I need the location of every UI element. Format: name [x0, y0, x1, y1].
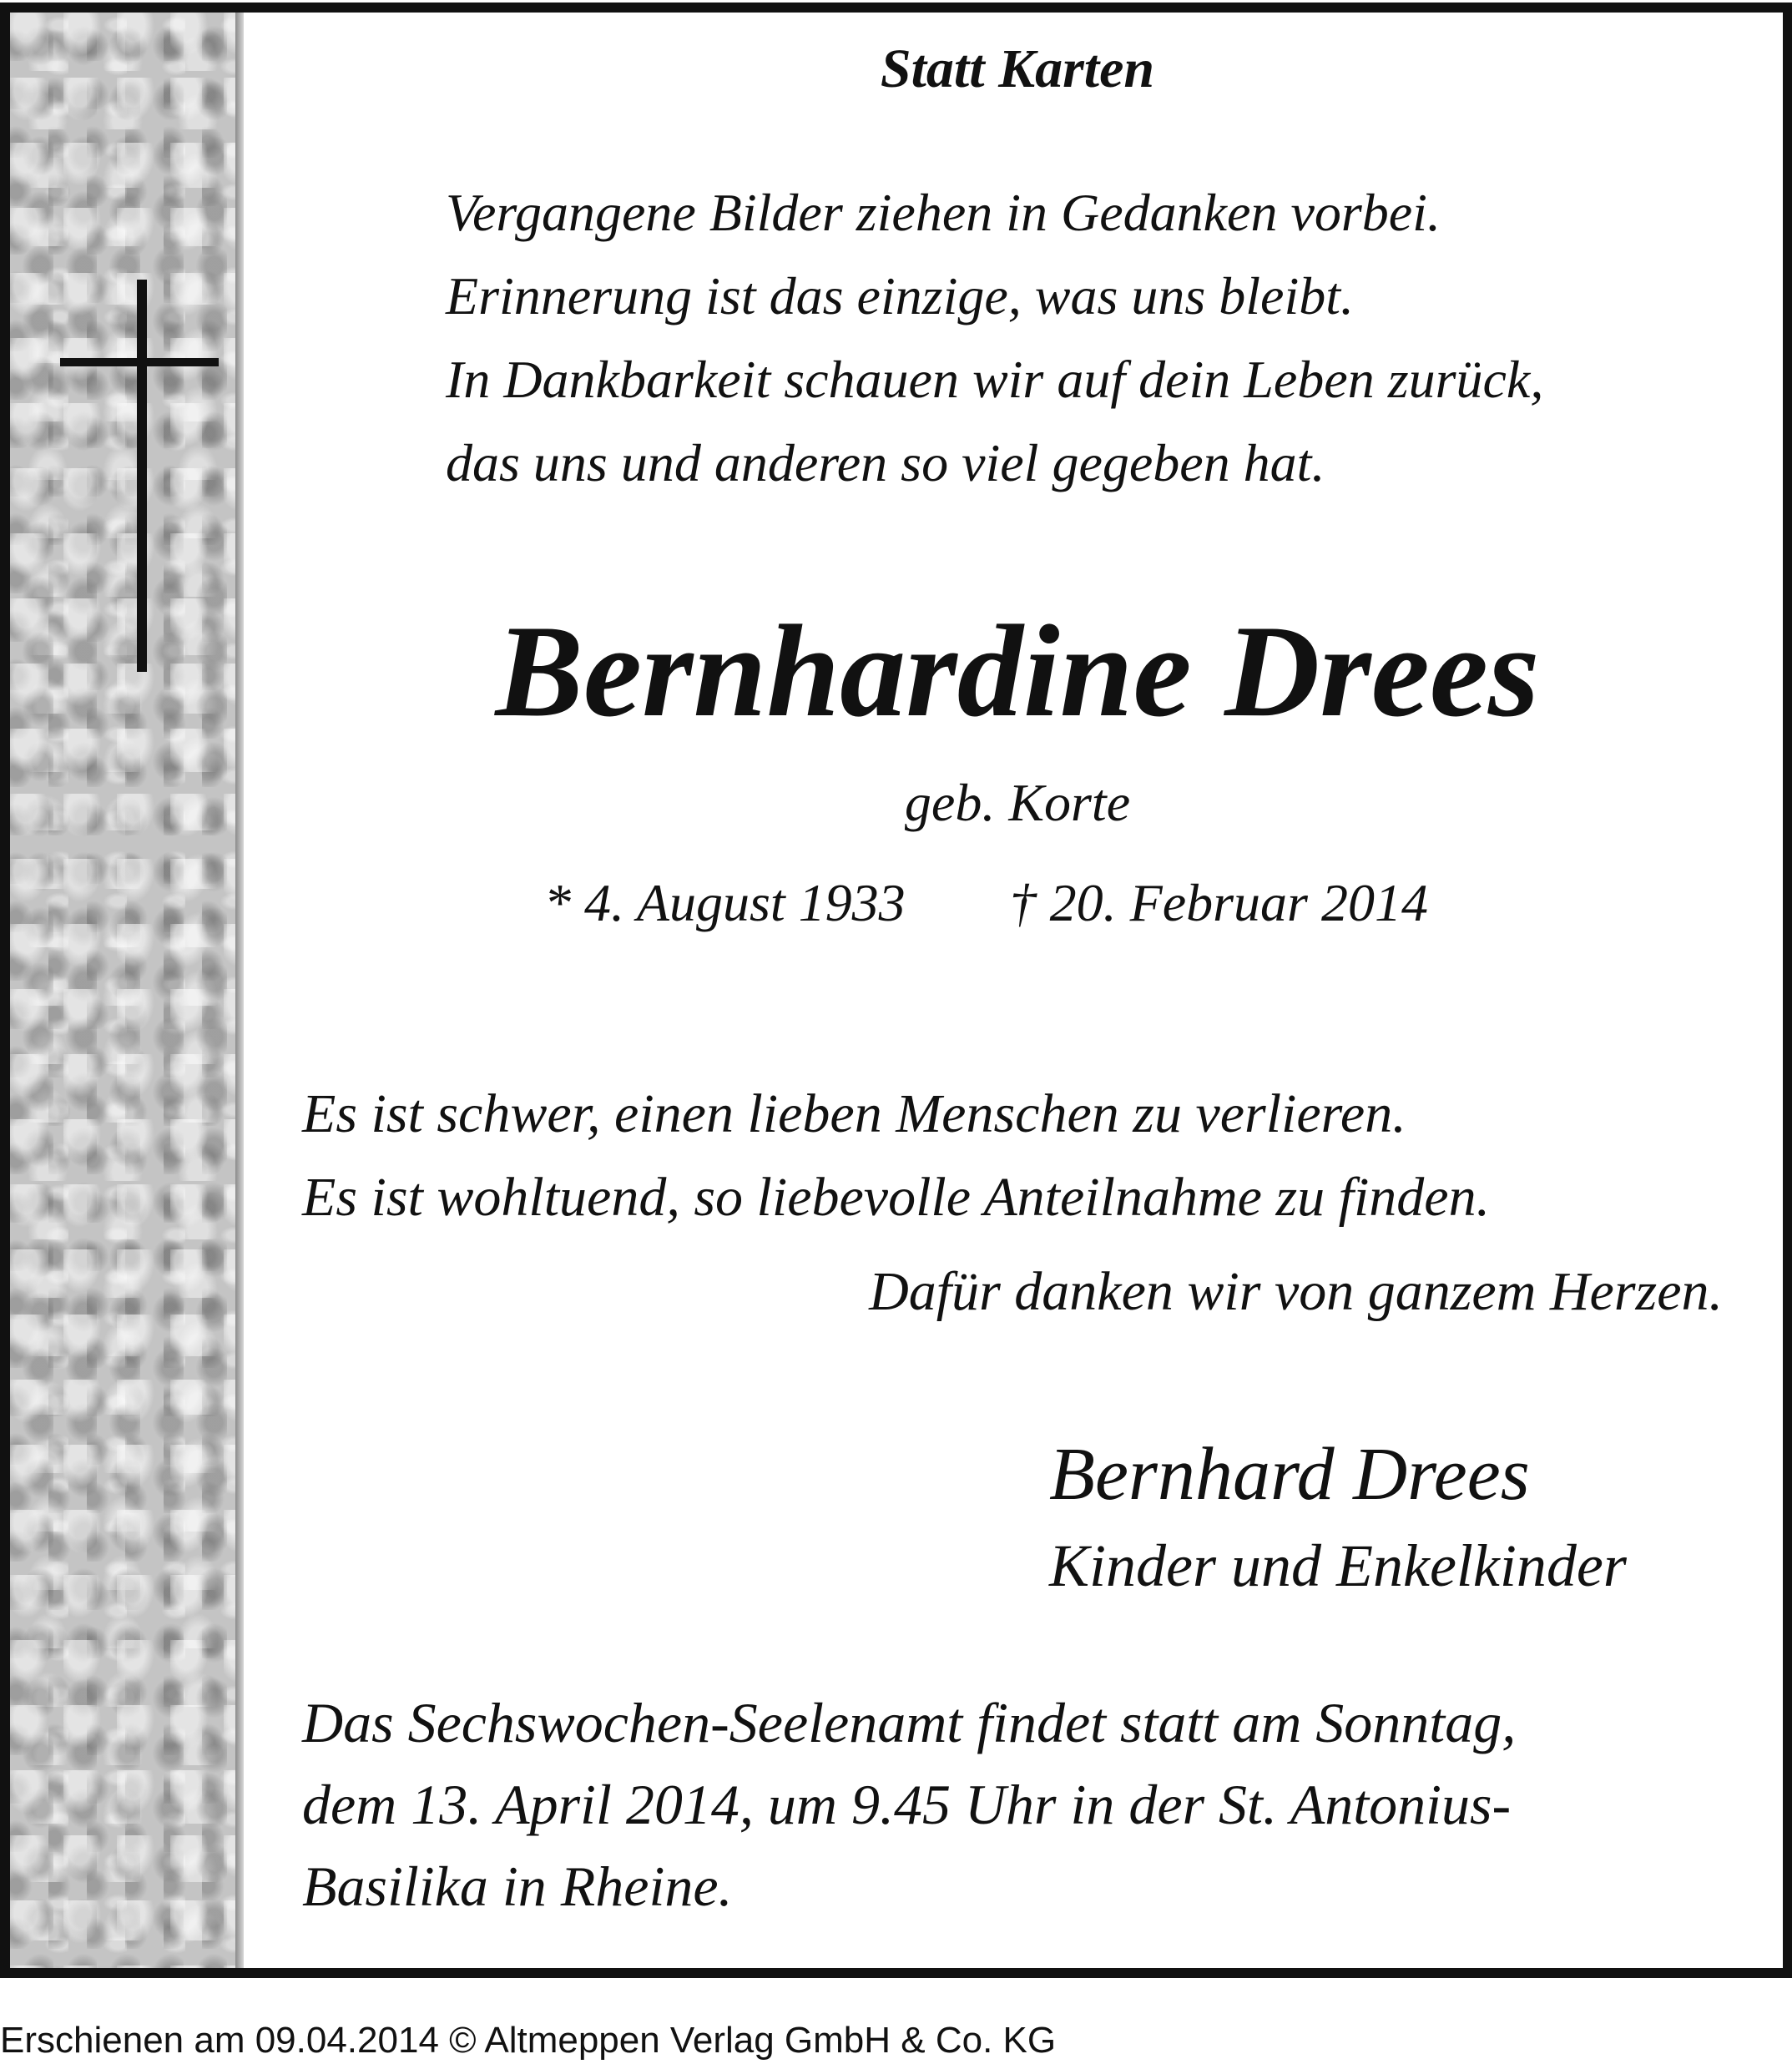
- stone-strip-edge: [235, 13, 244, 1968]
- obituary-frame: [0, 3, 1792, 1978]
- poem-line: Vergangene Bilder ziehen in Gedanken vorbei.: [446, 183, 1441, 242]
- cross-icon: [60, 280, 219, 672]
- deceased-name: Bernhardine Drees: [495, 598, 1540, 744]
- poem-line: Erinnerung ist das einzige, was uns bleibt.: [446, 266, 1354, 325]
- thanks-text: [302, 1072, 1490, 1239]
- thanks-closing: Dafür danken wir von ganzem Herzen.: [869, 1261, 1723, 1322]
- thanks-line: Es ist schwer, einen lieben Menschen zu verlieren.: [302, 1083, 1406, 1144]
- service-notice: [302, 1682, 1516, 1927]
- death-date: † 20. Februar 2014: [1009, 873, 1428, 932]
- maiden-name: geb. Korte: [904, 773, 1131, 832]
- notice-line: Das Sechswochen-Seelenamt findet statt am Sonntag,: [302, 1691, 1517, 1754]
- poem: [446, 171, 1543, 505]
- publication-footer: Erschienen am 09.04.2014 © Altmeppen Verlag GmbH & Co. KG: [0, 2020, 1057, 2061]
- header-statt-karten: Statt Karten: [880, 38, 1155, 99]
- life-dates: [544, 872, 1428, 934]
- signer-name: Bernhard Drees: [1049, 1433, 1530, 1516]
- notice-line: dem 13. April 2014, um 9.45 Uhr in der St. Antonius-: [302, 1773, 1512, 1836]
- birth-date: * 4. August 1933: [544, 873, 906, 932]
- notice-line: Basilika in Rheine.: [302, 1855, 733, 1918]
- poem-line: das uns und anderen so viel gegeben hat.: [446, 433, 1325, 492]
- poem-line: In Dankbarkeit schauen wir auf dein Leben zurück,: [446, 350, 1544, 409]
- thanks-line: Es ist wohltuend, so liebevolle Anteilnahme zu finden.: [302, 1167, 1491, 1228]
- signer-family: Kinder und Enkelkinder: [1049, 1532, 1627, 1599]
